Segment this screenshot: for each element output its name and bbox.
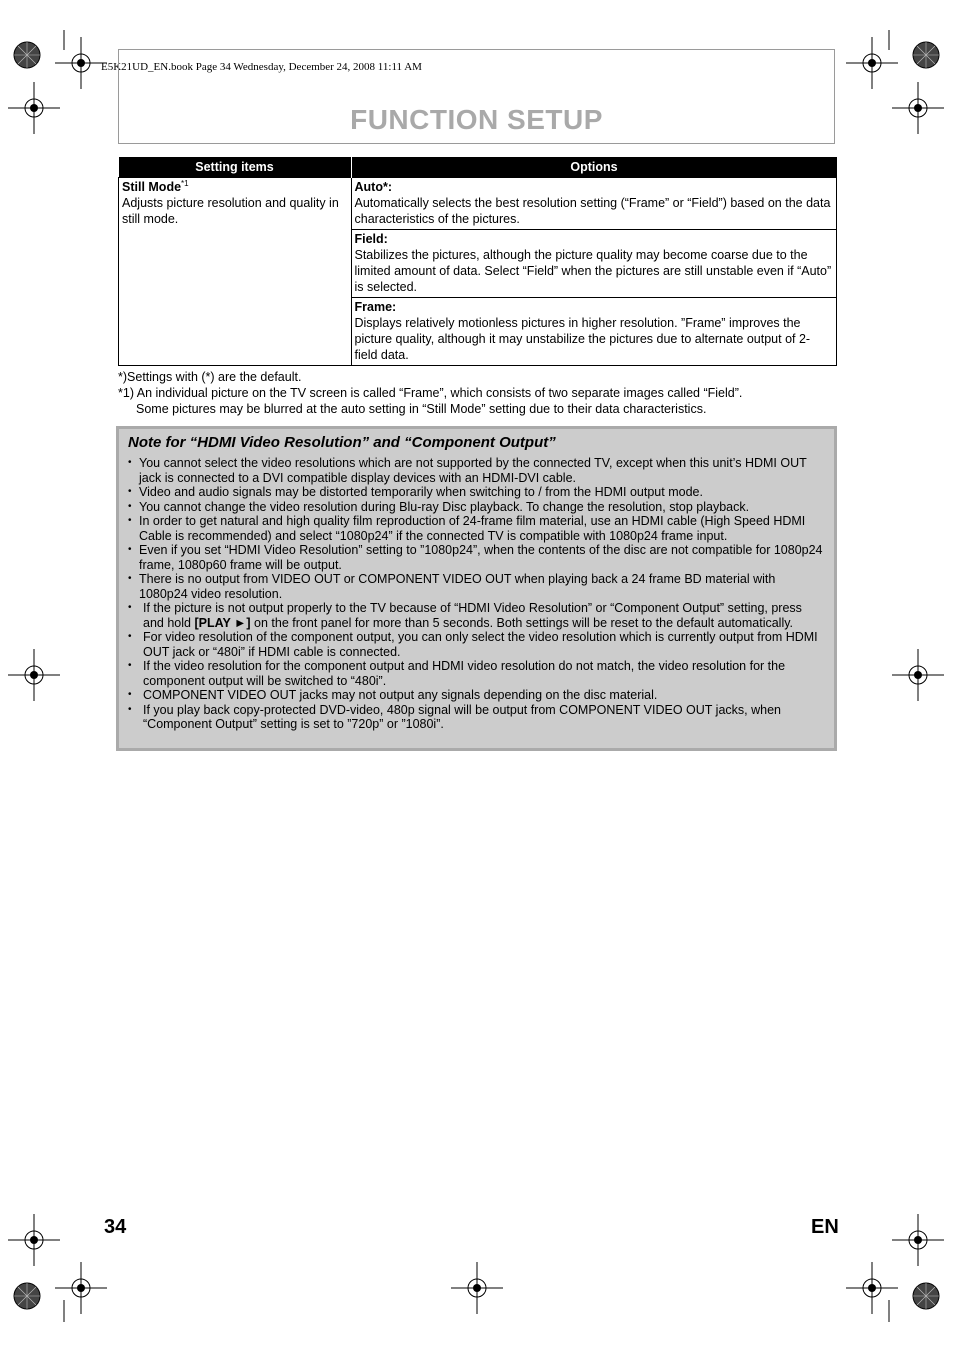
setting-item-cell (119, 178, 352, 366)
list-item: • There is no output from VIDEO OUT or COMPONENT VIDEO OUT when playing back a 24 frame BD material with 1080p24 video resolution. (128, 572, 824, 601)
list-item (128, 601, 824, 630)
note-box (116, 426, 837, 751)
option-name: Field: (354, 232, 388, 246)
option-name: Auto*: (354, 180, 392, 194)
play-key-label: [PLAY ►] (194, 615, 251, 630)
list-item: • You cannot change the video resolution during Blu-ray Disc playback. To change the resolution, stop playback. (128, 500, 824, 515)
header-setting-items: Setting items (119, 157, 352, 178)
list-item: • Video and audio signals may be distorted temporarily when switching to / from the HDMI output mode. (128, 485, 824, 500)
language-label: EN (811, 1216, 839, 1238)
header-options: Options (351, 157, 837, 178)
list-item: • COMPONENT VIDEO OUT jacks may not output any signals depending on the disc material. (128, 688, 824, 703)
option-cell (351, 230, 837, 298)
option-cell (351, 298, 837, 366)
option-cell (351, 178, 837, 230)
list-item-text: on the front panel for more than 5 seconds. Both settings will be reset to the default automatically. (250, 615, 794, 630)
table-row (119, 178, 837, 230)
page-number: 34 (104, 1216, 127, 1238)
note-list (128, 456, 824, 732)
footnotes (118, 369, 742, 417)
footnote-1: *1) An individual picture on the TV screen is called “Frame”, which consists of two separate images called “Field”. (118, 386, 743, 400)
table-header-row (119, 157, 837, 178)
option-desc: Automatically selects the best resolution setting (“Frame” or “Field”) based on the data characteristics of the pictures. (354, 196, 831, 226)
footnote-default: *)Settings with (*) are the default. (118, 370, 302, 384)
setting-item-sup: *1 (181, 179, 189, 188)
option-desc: Displays relatively motionless pictures in higher resolution. ”Frame” improves the picture quality, although it may unstabilize the pictures due to alternate output of 2-field data. (354, 316, 811, 362)
option-name: Frame: (354, 300, 397, 314)
option-desc: Stabilizes the pictures, although the picture quality may become coarse due to the limited amount of data. Select “Field” when the pictures are still unstable even if “Auto” is selected. (354, 248, 832, 294)
list-item: • If the video resolution for the component output and HDMI video resolution do not match, the video resolution for the component output will be switched to “480i”. (128, 659, 824, 688)
note-title: Note for “HDMI Video Resolution” and “Component Output” (128, 434, 556, 451)
list-item: • Even if you set “HDMI Video Resolution” setting to ”1080p24”, when the contents of the disc are not compatible for 1080p24 frame, 1080p60 frame will be output. (128, 543, 824, 572)
print-info: E5K21UD_EN.book Page 34 Wednesday, December 24, 2008 11:11 AM (101, 61, 422, 73)
setting-item-name: Still Mode (122, 180, 182, 194)
list-item: • If you play back copy-protected DVD-video, 480p signal will be output from COMPONENT VIDEO OUT jacks, when “Component Output” setting is set to ”720p” or ”1080i”. (128, 703, 824, 732)
setting-item-desc: Adjusts picture resolution and quality in still mode. (122, 196, 339, 226)
page-title: FUNCTION SETUP (350, 104, 603, 135)
list-item-text: If the picture is not output properly to the TV because of “HDMI Video Resolution” or “Component Output” setting, press and hold (143, 601, 802, 630)
list-item: • In order to get natural and high quality film reproduction of 24-frame film material, use an HDMI cable (High Speed HDMI Cable is recommended) and select “1080p24” if the connected TV is compatible with 1080p24 frame input. (128, 514, 824, 543)
header-box (118, 49, 835, 144)
list-item: • You cannot select the video resolutions which are not supported by the connected TV, except when this unit’s HDMI OUT jack is connected to a DVI compatible display devices with an HDMI-DVI cable. (128, 456, 824, 485)
settings-table (118, 157, 837, 366)
footnote-1-continued: Some pictures may be blurred at the auto setting in “Still Mode” setting due to their data characteristics. (136, 402, 707, 416)
list-item: • For video resolution of the component output, you can only select the video resolution which is currently output from HDMI OUT jack or “480i” if HDMI cable is connected. (128, 630, 824, 659)
